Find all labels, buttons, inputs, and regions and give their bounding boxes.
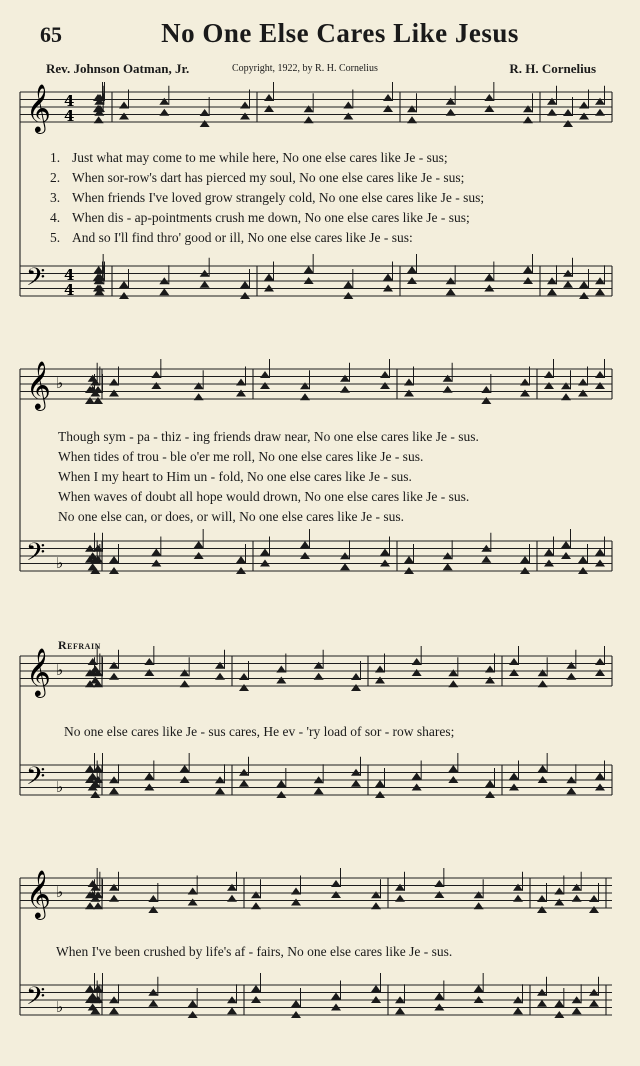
shape-note-head [595, 288, 605, 295]
shape-note-head [180, 680, 190, 687]
shape-note-head [538, 765, 548, 772]
shape-note-head [563, 120, 573, 127]
shape-note-head [523, 116, 533, 123]
shape-note-head [236, 379, 246, 386]
shape-note-head [474, 902, 484, 909]
lyric-line: When tides of trou - ble o'er me roll, No one else cares like Je - sus. [58, 449, 424, 464]
shape-note-head [300, 541, 310, 548]
shape-note-head [595, 549, 605, 556]
lyric-line: When I my heart to Him un - fold, No one else cares like Je - sus. [58, 469, 412, 484]
shape-note-head [109, 379, 119, 386]
shape-note-head [579, 281, 589, 288]
lyric-line [50, 148, 610, 168]
shape-note-head [513, 884, 523, 891]
shape-note-head [227, 884, 237, 891]
flat-sign-icon: ♭ [56, 998, 64, 1016]
shape-note-head [383, 94, 393, 101]
shape-note-head [314, 787, 324, 794]
shape-note-head [561, 393, 571, 400]
shape-note-head [180, 669, 190, 676]
shape-note-head [443, 375, 453, 382]
shape-note-head [481, 397, 491, 404]
shape-note-head [260, 549, 270, 556]
shape-note-head [188, 1000, 198, 1007]
shape-note-head [485, 677, 495, 684]
shape-note-head [523, 105, 533, 112]
shape-note-head [276, 780, 286, 787]
shape-note-head [407, 266, 417, 273]
shape-note-head [240, 281, 250, 288]
refrain-lyrics-system-3 [64, 722, 624, 742]
shape-note-head [595, 109, 605, 116]
shape-note-head [509, 658, 519, 665]
shape-note-head [572, 895, 582, 902]
page-number: 65 [40, 22, 62, 47]
treble-clef-icon: 𝄞 [26, 360, 51, 409]
shape-note-head [566, 673, 576, 680]
shape-note-head [227, 1007, 237, 1014]
shape-note-head [380, 382, 390, 389]
time-signature-top: 4 [64, 92, 75, 110]
lyric-text: When sor-row's dart has pierced my soul, No one else cares like Je - sus; [72, 170, 465, 185]
shape-note-head [520, 556, 530, 563]
verse-number: 2. [50, 170, 61, 185]
lyric-line [50, 228, 610, 248]
composer-credit: R. H. Cornelius [509, 61, 596, 76]
shape-note-head [194, 541, 204, 548]
shape-note-head [264, 105, 274, 112]
shape-note-head [314, 662, 324, 669]
shape-note-head [291, 888, 301, 895]
treble-clef-icon: 𝄞 [26, 869, 51, 918]
shape-note-head [595, 658, 605, 665]
shape-note-head [85, 985, 95, 992]
shape-note-head [215, 662, 225, 669]
shape-note-head [148, 906, 158, 913]
shape-note-head [566, 787, 576, 794]
shape-note-head [88, 658, 98, 665]
shape-note-head [109, 1007, 119, 1014]
shape-note-head [144, 658, 154, 665]
shape-note-head [331, 880, 341, 887]
shape-note-head [200, 281, 210, 288]
shape-note-head [509, 669, 519, 676]
shape-note-head [595, 371, 605, 378]
shape-note-head [474, 891, 484, 898]
shape-note-head [407, 105, 417, 112]
shape-note-head [151, 371, 161, 378]
shape-note-head [94, 116, 104, 123]
shape-note-head [566, 662, 576, 669]
shape-note-head [276, 677, 286, 684]
shape-note-head [404, 556, 414, 563]
shape-note-head [578, 390, 588, 397]
shape-note-head [304, 266, 314, 273]
lyricist-credit: Rev. Johnson Oatman, Jr. [46, 61, 190, 76]
shape-note-head [572, 884, 582, 891]
shape-note-head [544, 371, 554, 378]
shape-note-head [85, 397, 95, 404]
shape-note-head [188, 888, 198, 895]
shape-note-head [239, 780, 249, 787]
shape-note-head [371, 902, 381, 909]
shape-note-head [538, 680, 548, 687]
shape-note-head [109, 884, 119, 891]
shape-note-head [85, 902, 95, 909]
shape-note-head [90, 677, 100, 684]
treble-clef-icon: 𝄞 [26, 647, 51, 696]
shape-note-head [240, 102, 250, 109]
shape-note-head [554, 1000, 564, 1007]
shape-note-head [236, 556, 246, 563]
shape-note-head [544, 549, 554, 556]
shape-note-head [260, 382, 270, 389]
lyric-line: No one else cares like Je - sus cares, He ev - 'ry load of sor - row shares; [64, 724, 455, 739]
shape-note-head [434, 880, 444, 887]
shape-note-head [404, 379, 414, 386]
lyric-text: When dis - ap-pointments crush me down, No one else cares like Je - sus; [72, 210, 470, 225]
shape-note-head [109, 895, 119, 902]
shape-note-head [578, 379, 588, 386]
shape-note-head [215, 673, 225, 680]
shape-note-head [215, 787, 225, 794]
time-signature-bottom: 4 [64, 107, 75, 125]
shape-note-head [340, 386, 350, 393]
shape-note-head [159, 109, 169, 116]
shape-note-head [589, 895, 599, 902]
shape-note-head [481, 386, 491, 393]
shape-note-head [304, 105, 314, 112]
shape-note-head [434, 993, 444, 1000]
shape-note-head [561, 541, 571, 548]
shape-note-head [484, 274, 494, 281]
bass-clef-icon: 𝄢 [26, 982, 46, 1017]
shape-note-head [407, 116, 417, 123]
shape-note-head [239, 684, 249, 691]
shape-note-head [434, 891, 444, 898]
shape-note-head [200, 109, 210, 116]
shape-note-head [484, 94, 494, 101]
shape-note-head [520, 379, 530, 386]
shape-note-head [595, 98, 605, 105]
shape-note-head [563, 281, 573, 288]
shape-note-head [446, 288, 456, 295]
copyright-notice: Copyright, 1922, by R. H. Cornelius [232, 63, 378, 74]
shape-note-head [563, 109, 573, 116]
verse-lyrics-system-1 [50, 148, 610, 248]
shape-note-head [343, 113, 353, 120]
shape-note-head [109, 673, 119, 680]
bass-clef-icon: 𝄢 [26, 263, 46, 298]
shape-note-head [343, 281, 353, 288]
shape-note-head [194, 393, 204, 400]
flat-sign-icon: ♭ [56, 778, 64, 796]
shape-note-head [159, 288, 169, 295]
shape-note-head [251, 985, 261, 992]
shape-note-head [291, 899, 301, 906]
shape-note-head [537, 895, 547, 902]
shape-note-head [109, 662, 119, 669]
shape-note-head [595, 669, 605, 676]
shape-note-head [547, 109, 557, 116]
shape-note-head [544, 382, 554, 389]
shape-note-head [395, 895, 405, 902]
shape-note-head [375, 666, 385, 673]
verse-number: 5. [50, 230, 61, 245]
shape-note-head [239, 673, 249, 680]
lyric-line [50, 168, 610, 188]
lyric-line: No one else can, or does, or will, No one else cares like Je - sus. [58, 509, 405, 524]
shape-note-head [595, 773, 605, 780]
shape-note-head [227, 895, 237, 902]
shape-note-head [236, 390, 246, 397]
refrain-label: Refrain [58, 638, 101, 652]
shape-note-head [395, 884, 405, 891]
lyric-text: And so I'll find thro' good or ill, No one else cares like Je - sus: [72, 230, 413, 245]
bass-clef-icon: 𝄢 [26, 762, 46, 797]
shape-note-head [109, 787, 119, 794]
shape-note-head [446, 98, 456, 105]
flat-sign-icon: ♭ [56, 374, 64, 392]
shape-note-head [412, 773, 422, 780]
shape-note-head [119, 113, 129, 120]
shape-note-head [404, 390, 414, 397]
shape-note-head [443, 386, 453, 393]
shape-note-head [578, 556, 588, 563]
shape-note-head [340, 375, 350, 382]
flat-sign-icon: ♭ [56, 883, 64, 901]
shape-note-head [351, 684, 361, 691]
shape-note-head [375, 677, 385, 684]
refrain-lyrics-system-4 [56, 942, 616, 962]
shape-note-head [88, 375, 98, 382]
shape-note-head [579, 113, 589, 120]
shape-note-head [264, 94, 274, 101]
shape-note-head [144, 669, 154, 676]
shape-note-head [276, 666, 286, 673]
shape-note-head [371, 985, 381, 992]
shape-note-head [595, 382, 605, 389]
hymn-title: No One Else Cares Like Jesus [161, 18, 519, 48]
shape-note-head [251, 902, 261, 909]
lyric-text: Just what may come to me while here, No one else cares like Je - sus; [72, 150, 448, 165]
verse-number: 3. [50, 190, 61, 205]
lyric-line: Though sym - pa - thiz - ing friends draw near, No one else cares like Je - sus. [58, 429, 479, 444]
shape-note-head [300, 393, 310, 400]
shape-note-head [88, 563, 98, 570]
shape-note-head [448, 765, 458, 772]
shape-note-head [572, 1007, 582, 1014]
shape-note-head [119, 281, 129, 288]
lyric-line: When waves of doubt all hope would drown, No one else cares like Je - sus. [58, 489, 470, 504]
lyric-text: When friends I've loved grow strangely cold, No one else cares like Je - sus; [72, 190, 485, 205]
shape-note-head [513, 1007, 523, 1014]
shape-note-head [351, 673, 361, 680]
treble-clef-icon: 𝄞 [26, 83, 51, 132]
bass-clef-icon: 𝄢 [26, 538, 46, 573]
shape-note-head [194, 382, 204, 389]
shape-note-head [561, 382, 571, 389]
shape-note-head [537, 1000, 547, 1007]
shape-note-head [380, 549, 390, 556]
shape-note-head [159, 98, 169, 105]
shape-note-head [151, 549, 161, 556]
shape-note-head [88, 880, 98, 887]
shape-note-head [383, 105, 393, 112]
shape-note-head [412, 658, 422, 665]
shape-note-head [589, 906, 599, 913]
shape-note-head [200, 120, 210, 127]
time-signature-top: 4 [64, 266, 75, 284]
shape-note-head [240, 113, 250, 120]
verse-lyrics-system-2 [58, 427, 618, 527]
shape-note-head [375, 780, 385, 787]
verse-number: 4. [50, 210, 61, 225]
flat-sign-icon: ♭ [56, 554, 64, 572]
shape-note-head [371, 891, 381, 898]
shape-note-head [351, 780, 361, 787]
shape-note-head [474, 985, 484, 992]
shape-note-head [579, 102, 589, 109]
shape-note-head [291, 1000, 301, 1007]
shape-note-head [251, 891, 261, 898]
shape-note-head [513, 895, 523, 902]
shape-note-head [443, 563, 453, 570]
shape-note-head [85, 765, 95, 772]
shape-note-head [380, 371, 390, 378]
shape-note-head [538, 669, 548, 676]
flat-sign-icon: ♭ [56, 661, 64, 679]
shape-note-head [260, 371, 270, 378]
shape-note-head [148, 1000, 158, 1007]
shape-note-head [395, 1007, 405, 1014]
shape-note-head [304, 116, 314, 123]
shape-note-head [412, 669, 422, 676]
shape-note-head [300, 382, 310, 389]
shape-note-head [340, 563, 350, 570]
shape-note-head [331, 891, 341, 898]
shape-note-head [109, 556, 119, 563]
shape-note-head [448, 669, 458, 676]
shape-note-head [523, 266, 533, 273]
shape-note-head [144, 773, 154, 780]
verse-number: 1. [50, 150, 61, 165]
shape-note-head [547, 288, 557, 295]
shape-note-head [484, 105, 494, 112]
lyric-line [50, 208, 610, 228]
shape-note-head [148, 895, 158, 902]
shape-note-head [180, 765, 190, 772]
shape-note-head [481, 556, 491, 563]
shape-note-head [331, 993, 341, 1000]
shape-note-head [383, 274, 393, 281]
shape-note-head [119, 102, 129, 109]
shape-note-head [343, 102, 353, 109]
time-signature-bottom: 4 [64, 281, 75, 299]
shape-note-head [446, 109, 456, 116]
shape-note-head [264, 274, 274, 281]
shape-note-head [509, 773, 519, 780]
shape-note-head [109, 390, 119, 397]
shape-note-head [485, 666, 495, 673]
shape-note-head [589, 1000, 599, 1007]
shape-note-head [485, 780, 495, 787]
shape-note-head [554, 888, 564, 895]
shape-note-head [520, 390, 530, 397]
shape-note-head [547, 98, 557, 105]
shape-note-head [151, 382, 161, 389]
lyric-line: When I've been crushed by life's af - fairs, No one else cares like Je - sus. [56, 944, 453, 959]
shape-note-head [188, 899, 198, 906]
shape-note-head [554, 899, 564, 906]
shape-note-head [448, 680, 458, 687]
shape-note-head [314, 673, 324, 680]
lyric-line [50, 188, 610, 208]
shape-note-head [537, 906, 547, 913]
